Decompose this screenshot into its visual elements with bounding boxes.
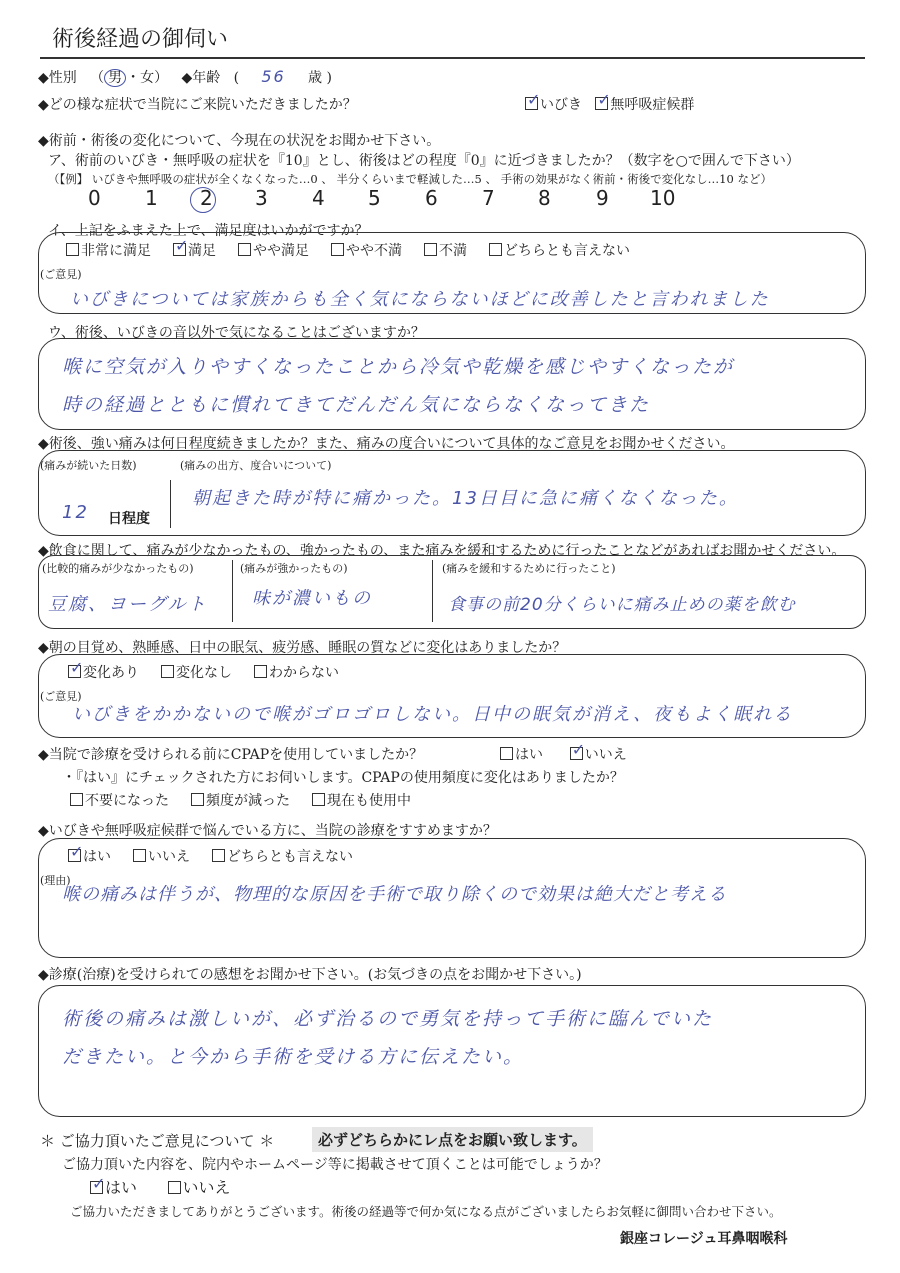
sleep-option-2[interactable]	[254, 665, 339, 681]
change-example: （【例】 いびきや無呼吸の症状が全くなくなった…0 、 半分くらいまで軽減した…5 、 手術の効果がなく術前・術後で変化なし…10 など）	[48, 172, 772, 186]
gender-female[interactable]: 女	[140, 70, 155, 86]
recommend-option-label: いいえ	[148, 849, 190, 865]
consent-question: ご協力頂いた内容を、院内やホームページ等に掲載させて頂くことは可能でしょうか？	[62, 1157, 608, 1173]
checkbox-icon[interactable]	[331, 243, 344, 256]
impression-line2[interactable]: だきたい。と今から手術を受ける方に伝えたい。	[62, 1046, 525, 1068]
gender-row: ◆性別 （ 男 ・女） ◆年齢 ( 56 歳 )	[38, 67, 332, 86]
recommend-option-0[interactable]	[68, 849, 111, 865]
checkbox-icon[interactable]	[212, 849, 225, 862]
checkbox-icon[interactable]	[312, 793, 325, 806]
food-divider-2	[432, 560, 433, 622]
recommend-option-label: どちらとも言えない	[227, 849, 353, 865]
recommend-option-2[interactable]	[212, 849, 353, 865]
food-strong-value[interactable]: 味が濃いもの	[252, 588, 372, 609]
impression-line1[interactable]: 術後の痛みは激しいが、必ず治るので勇気を持って手術に臨んでいた	[62, 1008, 714, 1030]
title-underline	[40, 57, 865, 59]
food-heading: ◆飲食に関して、痛みが少なかったもの、強かったもの、また痛みを緩和するために行ったことなどがあればお聞かせください。	[38, 543, 846, 559]
checkbox-icon[interactable]	[68, 849, 81, 862]
satisfaction-option-label: やや不満	[346, 243, 402, 259]
satisfaction-comment[interactable]: いびきについては家族からも全く気にならないほどに改善したと言われました	[70, 289, 770, 310]
sleep-option-0[interactable]	[68, 665, 139, 681]
scale-option-6[interactable]: 6	[425, 186, 438, 210]
other-concerns-line1[interactable]: 喉に空気が入りやすくなったことから冷気や乾燥を感じやすくなったが	[62, 356, 735, 378]
food-relief-label: (痛みを緩和するために行ったこと)	[442, 562, 616, 575]
scale-option-8[interactable]: 8	[538, 186, 551, 210]
pain-days-value[interactable]: 12	[62, 502, 89, 523]
checkbox-icon[interactable]	[424, 243, 437, 256]
checkbox-icon[interactable]	[68, 665, 81, 678]
thanks-text: ご協力いただきましてありがとうございます。術後の経過等で何か気になる点がございましたらお気軽に御問い合わせ下さい。	[70, 1204, 782, 1219]
food-less-value[interactable]: 豆腐、ヨーグルト	[48, 594, 208, 615]
other-concerns-line2[interactable]: 時の経過とともに慣れてきてだんだん気にならなくなってきた	[62, 394, 651, 416]
scale-selection-circle	[190, 187, 216, 213]
symptom-question: ◆どの様な症状で当院にご来院いただきましたか？	[38, 97, 357, 113]
form-title: 術後経過の御伺い	[52, 27, 229, 52]
satisfaction-option-label: どちらとも言えない	[504, 243, 630, 259]
impression-heading: ◆診療(治療)を受けられての感想をお聞かせ下さい。(お気づきの点をお聞かせ下さい。)	[38, 967, 582, 983]
checkbox-icon[interactable]	[191, 793, 204, 806]
checkbox-icon[interactable]	[238, 243, 251, 256]
satisfaction-option-label: やや満足	[253, 243, 309, 259]
cpap-sub-option-0[interactable]	[70, 793, 169, 809]
scale-option-9[interactable]: 9	[596, 186, 609, 210]
sleep-note-label: (ご意見)	[40, 690, 82, 703]
checkbox-icon[interactable]	[254, 665, 267, 678]
checkbox-snoring[interactable]	[525, 97, 538, 110]
other-concerns-heading: ウ、術後、いびきの音以外で気になることはございますか？	[48, 325, 425, 341]
change-heading: ◆術前・術後の変化について、今現在の状況をお聞かせ下さい。	[38, 133, 441, 149]
cpap-sub-option-label: 現在も使用中	[327, 793, 411, 809]
cpap-sub-options	[70, 790, 433, 810]
sleep-heading: ◆朝の目覚め、熟睡感、日中の眠気、疲労感、睡眠の質などに変化はありましたか？	[38, 640, 567, 656]
satisfaction-note-label: (ご意見)	[40, 268, 82, 281]
scale-option-10[interactable]: 10	[650, 186, 676, 210]
satisfaction-option-label: 満足	[188, 243, 216, 259]
sleep-option-label: 変化あり	[83, 665, 139, 681]
checkbox-icon[interactable]	[173, 243, 186, 256]
scale-option-1[interactable]: 1	[145, 186, 158, 210]
sleep-option-label: わからない	[269, 665, 339, 681]
consent-title: ＊ ご協力頂いたご意見について ＊	[40, 1132, 275, 1150]
scale-option-0[interactable]: 0	[88, 186, 101, 210]
sleep-option-1[interactable]	[161, 665, 232, 681]
food-divider-1	[232, 560, 233, 622]
checkbox-consent-no[interactable]	[168, 1181, 181, 1194]
recommend-note-label: (理由)	[40, 874, 71, 887]
scale-option-3[interactable]: 3	[255, 186, 268, 210]
satisfaction-option-4[interactable]	[424, 243, 467, 259]
satisfaction-heading: イ、上記をふまえた上で、満足度はいかがですか？	[48, 223, 369, 239]
food-strong-label: (痛みが強かったもの)	[240, 562, 348, 575]
pain-degree-comment[interactable]: 朝起きた時が特に痛かった。13日目に急に痛くなくなった。	[192, 488, 739, 509]
pain-degree-label: (痛みの出方、度合いについて)	[180, 459, 332, 472]
satisfaction-option-label: 非常に満足	[81, 243, 151, 259]
gender-male[interactable]: 男	[104, 69, 126, 87]
checkbox-consent-yes[interactable]	[90, 1181, 103, 1194]
sleep-option-label: 変化なし	[176, 665, 232, 681]
cpap-sub-option-label: 不要になった	[85, 793, 169, 809]
sleep-options	[68, 662, 361, 682]
satisfaction-option-2[interactable]	[238, 243, 309, 259]
symptom-options: ✓ いびき ✓ 無呼吸症候群	[525, 94, 694, 114]
recommend-heading: ◆いびきや無呼吸症候群で悩んでいる方に、当院の診療をすすめますか？	[38, 823, 497, 839]
consent-options: ✓はい いいえ	[90, 1175, 231, 1198]
satisfaction-option-label: 不満	[439, 243, 467, 259]
recommend-options	[68, 846, 375, 866]
consent-notice: 必ずどちらかにレ点をお願い致します。	[312, 1127, 593, 1152]
scale-option-7[interactable]: 7	[482, 186, 495, 210]
checkbox-cpap-yes[interactable]	[500, 747, 513, 760]
satisfaction-option-5[interactable]	[489, 243, 630, 259]
food-relief-value[interactable]: 食事の前20分くらいに痛み止めの薬を飲む	[448, 595, 796, 615]
satisfaction-options	[66, 240, 652, 260]
age-value[interactable]: 56	[261, 67, 286, 86]
cpap-sub-question: ・『はい』にチェックされた方にお伺いします。CPAPの使用頻度に変化はありましたか？	[62, 770, 624, 786]
checkbox-icon[interactable]	[66, 243, 79, 256]
cpap-heading: ◆当院で診療を受けられる前にCPAPを使用していましたか？	[38, 747, 424, 763]
pain-heading: ◆術後、強い痛みは何日程度続きましたか？また、痛みの度合いについて具体的なご意見をお聞かせください。	[38, 436, 735, 452]
cpap-sub-option-label: 頻度が減った	[206, 793, 290, 809]
sleep-comment[interactable]: いびきをかかないので喉がゴロゴロしない。日中の眠気が消え、夜もよく眠れる	[72, 704, 794, 725]
scale-option-5[interactable]: 5	[368, 186, 381, 210]
food-less-label: (比較的痛みが少なかったもの)	[42, 562, 194, 575]
pain-days-label: (痛みが続いた日数)	[40, 459, 137, 472]
recommend-option-label: はい	[83, 849, 111, 865]
recommend-option-1[interactable]	[133, 849, 190, 865]
checkbox-apnea[interactable]	[595, 97, 608, 110]
satisfaction-option-3[interactable]	[331, 243, 402, 259]
pain-days-unit: 日程度	[108, 511, 150, 527]
cpap-sub-option-2[interactable]	[312, 793, 411, 809]
checkbox-icon[interactable]	[133, 849, 146, 862]
checkbox-icon[interactable]	[489, 243, 502, 256]
scale-option-2[interactable]: 2	[200, 186, 213, 210]
recommend-comment[interactable]: 喉の痛みは伴うが、物理的な原因を手術で取り除くので効果は絶大だと考える	[62, 884, 727, 905]
checkbox-icon[interactable]	[70, 793, 83, 806]
satisfaction-option-0[interactable]	[66, 243, 151, 259]
pain-divider	[170, 480, 171, 528]
satisfaction-option-1[interactable]	[173, 243, 216, 259]
scale-option-4[interactable]: 4	[312, 186, 325, 210]
cpap-options: はい ✓ いいえ	[500, 744, 627, 764]
cpap-sub-option-1[interactable]	[191, 793, 290, 809]
clinic-name: 銀座コレージュ耳鼻咽喉科	[620, 1231, 788, 1247]
change-question-a: ア、術前のいびき・無呼吸の症状を『10』とし、術後はどの程度『0』に近づきましたか？（数字を○で囲んで下さい）	[48, 153, 800, 169]
checkbox-icon[interactable]	[161, 665, 174, 678]
checkbox-cpap-no[interactable]	[570, 747, 583, 760]
